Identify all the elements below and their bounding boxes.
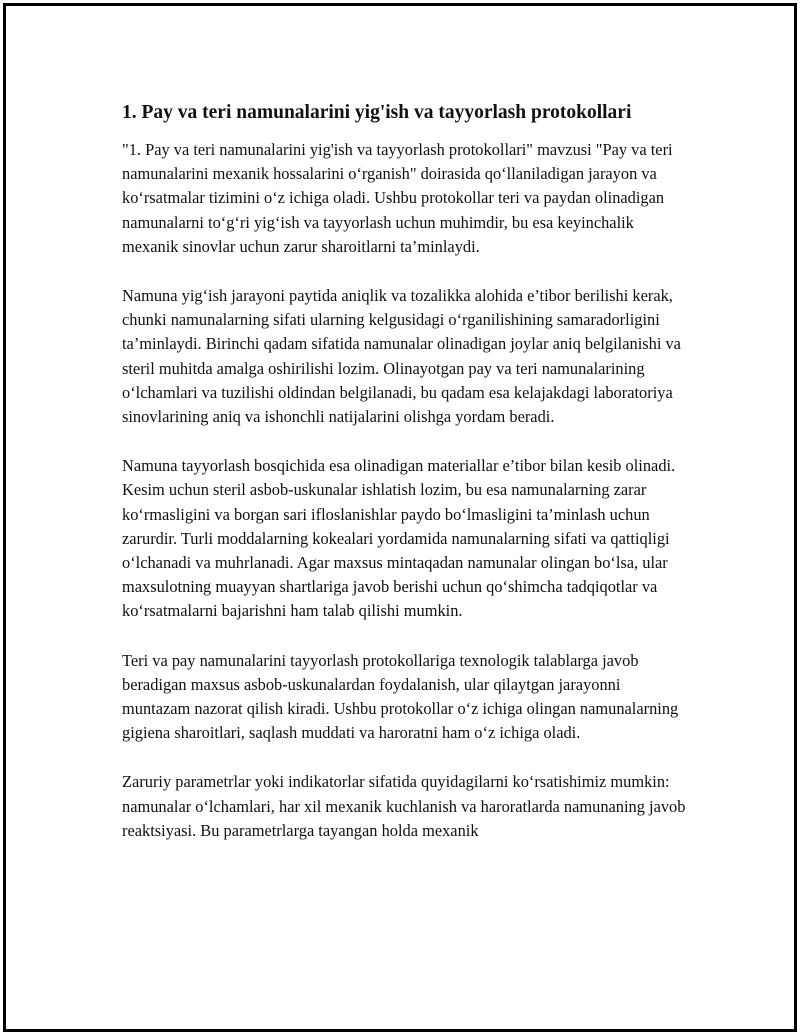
paragraph-3: Namuna tayyorlash bosqichida esa olinadigan materiallar e’tibor bilan kesib olinadi. Kesim uchun steril asbob-uskunalar ishlatish lozim, bu esa namunalarning zarar ko‘rmasligini va borgan sari ifloslanishlar paydo bo‘lmasligini ta’minlash uchun zarurdir. Turli moddalarning kokealari yordamida namunalarning sifati va qattiqligi o‘lchanadi va muhrlanadi. Agar maxsus mintaqadan namunalar olingan bo‘lsa, ular maxsulotning muayyan shartlariga javob berishi uchun qo‘shimcha tadqiqotlar va ko‘rsatmalarni bajarishni ham talab qilishi mumkin. bbox=[122, 456, 676, 621]
paragraph-1: "1. Pay va teri namunalarini yig'ish va tayyorlash protokollari" mavzusi "Pay va teri namunalarini mexanik hossalarini o‘rganish" doirasida qo‘llaniladigan jarayon va ko‘rsatmalar tizimini o‘z ichiga oladi. Ushbu protokollar teri va paydan olinadigan namunalarni to‘g‘ri yig‘ish va tayyorlash uchun muhimdir, bu esa keyinchalik mexanik sinovlar uchun zarur sharoitlarni ta’minlaydi. bbox=[122, 140, 673, 256]
paragraph-5: Zaruriy parametrlar yoki indikatorlar sifatida quyidagilarni ko‘rsatishimiz mumkin: namunalar o‘lchamlari, har xil mexanik kuchlanish va haroratlarda namunaning javob reaktsiyasi. Bu parametrlarga tayangan holda mexanik bbox=[122, 772, 686, 840]
paragraph-4: Teri va pay namunalarini tayyorlash protokollariga texnologik talablarga javob beradigan maxsus asbob-uskunalardan foydalanish, ular qilaytgan jarayonni muntazam nazorat qilish kiradi. Ushbu protokollar o‘z ichiga olingan namunalarning gigiena sharoitlari, saqlash muddati va haroratni ham o‘z ichiga oladi. bbox=[122, 650, 679, 743]
page-frame bbox=[3, 3, 797, 1032]
document-body bbox=[122, 101, 692, 868]
paragraph-2: Namuna yig‘ish jarayoni paytida aniqlik va tozalikka alohida e’tibor berilishi kerak, chunki namunalarning sifati ularning kelgusidagi o‘rganilishining samaradorligini ta’minlaydi. Birinchi qadam sifatida namunalar olinadigan joylar aniq belgilanishi va steril muhitda amalga oshirilishi lozim. Olinayotgan pay va teri namunalarining o‘lchamlari va tuzilishi oldindan belgilanadi, bu qadam esa kelajakdagi laboratoriya sinovlarining aniq va ishonchli natijalarini olishga yordam beradi. bbox=[122, 286, 681, 427]
document-title: 1. Pay va teri namunalarini yig'ish va tayyorlash protokollari bbox=[122, 102, 632, 123]
